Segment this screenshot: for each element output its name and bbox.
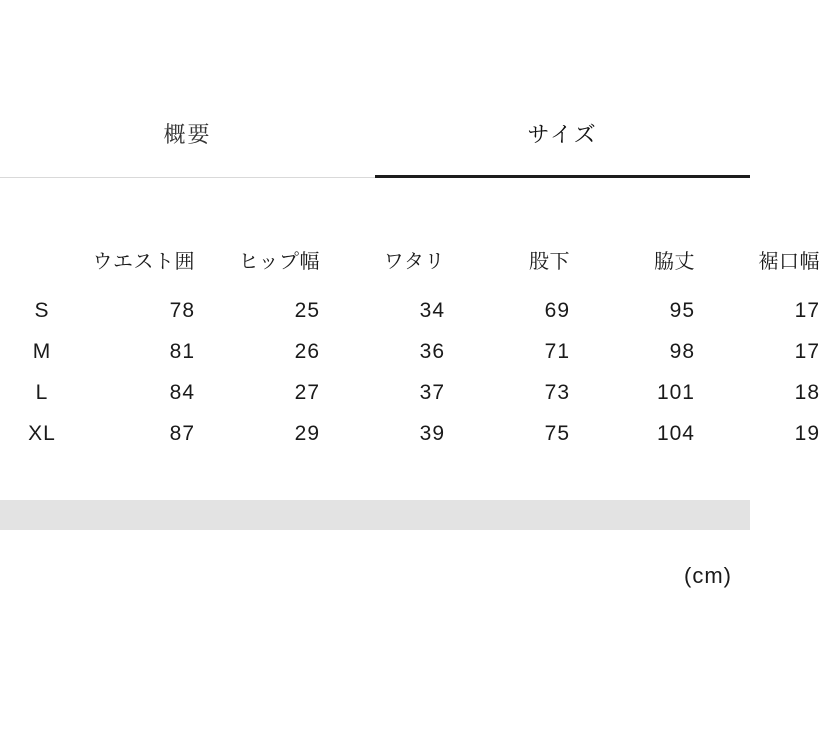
table-header-row (0, 228, 840, 290)
column-header-hem: 裾口幅 (758, 250, 820, 273)
cell-s-hem: 17 (794, 298, 820, 322)
cell-l-hip: 27 (294, 380, 320, 404)
cell-m-outseam: 98 (669, 339, 695, 363)
cell-m-inseam: 71 (544, 339, 570, 363)
tab-overview[interactable]: 概要 (0, 118, 375, 178)
column-header-inseam: 股下 (529, 250, 570, 273)
cell-m-hip: 26 (294, 339, 320, 363)
cell-m-thigh: 36 (419, 339, 445, 363)
cell-xl-thigh: 39 (419, 421, 445, 445)
row-label-l: L (35, 380, 49, 404)
cell-s-hip: 25 (294, 298, 320, 322)
cell-xl-outseam: 104 (656, 421, 695, 445)
tab-bar (0, 118, 750, 178)
cell-xl-hip: 29 (294, 421, 320, 445)
row-label-xl: XL (28, 421, 56, 445)
cell-m-waist: 81 (169, 339, 195, 363)
cell-l-waist: 84 (169, 380, 195, 404)
cell-l-inseam: 73 (544, 380, 570, 404)
tab-size[interactable]: サイズ (375, 118, 750, 178)
table-row (0, 372, 840, 413)
size-table-body (0, 290, 840, 454)
row-label-m: M (32, 339, 52, 363)
cell-s-inseam: 69 (544, 298, 570, 322)
column-header-hip: ヒップ幅 (238, 250, 320, 273)
cell-m-hem: 17 (794, 339, 820, 363)
cell-l-outseam: 101 (656, 380, 695, 404)
cell-s-thigh: 34 (419, 298, 445, 322)
section-divider (0, 500, 750, 530)
cell-xl-inseam: 75 (544, 421, 570, 445)
size-table (0, 228, 840, 454)
cell-s-waist: 78 (169, 298, 195, 322)
cell-s-outseam: 95 (669, 298, 695, 322)
column-header-size (0, 228, 84, 290)
cell-l-thigh: 37 (419, 380, 445, 404)
column-header-outseam: 脇丈 (654, 250, 695, 273)
cell-xl-hem: 19 (794, 421, 820, 445)
size-table-head (0, 228, 840, 290)
table-row (0, 413, 840, 454)
cell-xl-waist: 87 (169, 421, 195, 445)
column-header-thigh: ワタリ (383, 250, 445, 273)
row-label-s: S (34, 298, 50, 322)
table-row (0, 290, 840, 331)
unit-note: (cm) (684, 563, 732, 588)
table-row (0, 331, 840, 372)
cell-l-hem: 18 (794, 380, 820, 404)
column-header-waist: ウエスト囲 (92, 250, 195, 273)
